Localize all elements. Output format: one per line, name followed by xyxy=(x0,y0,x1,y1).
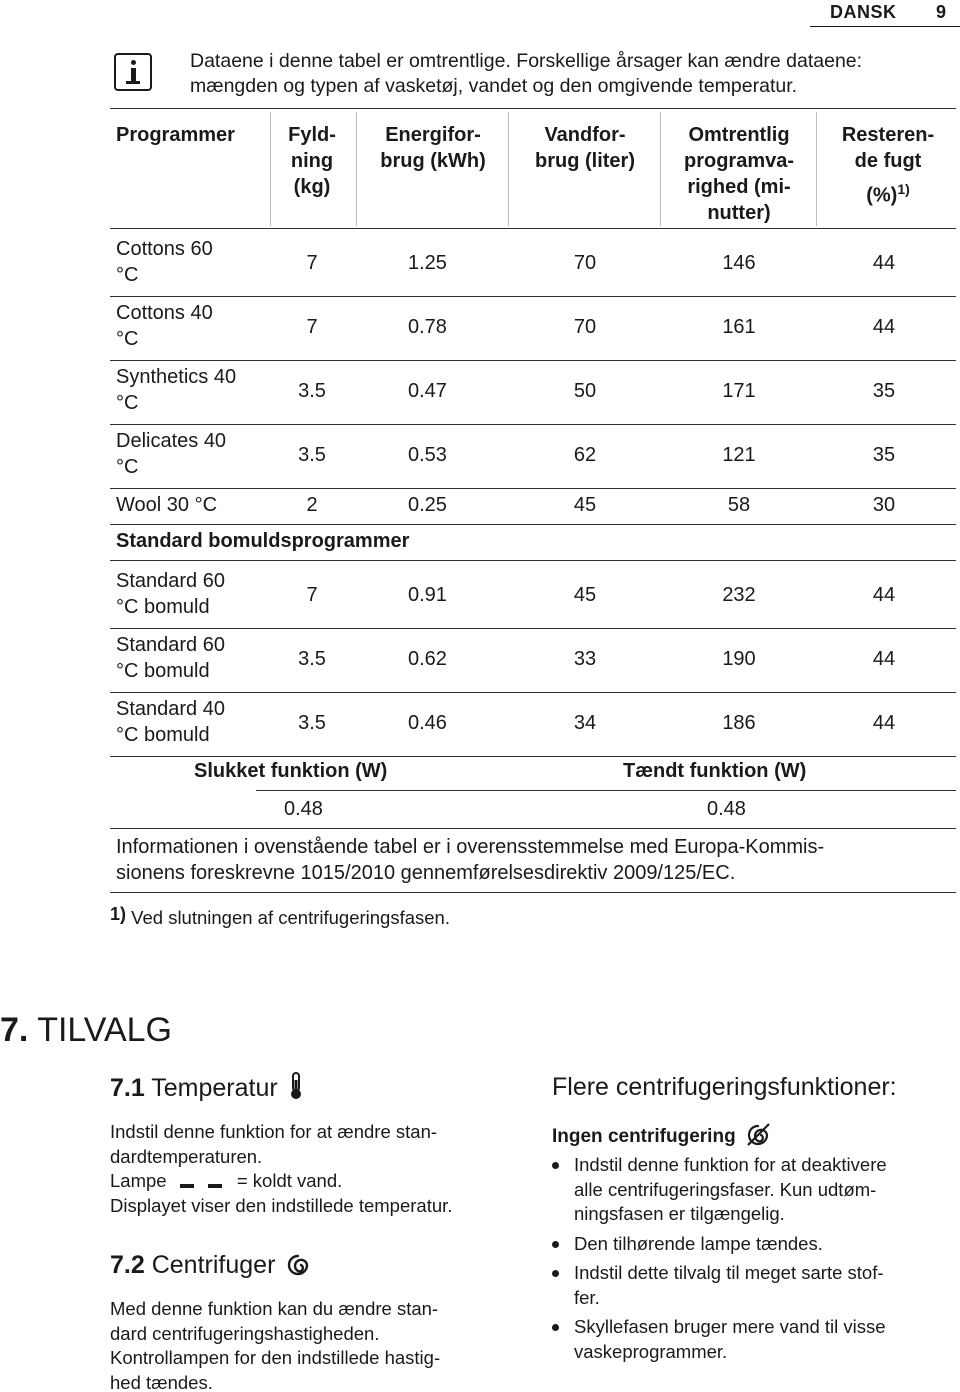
info-text-line: Dataene i denne tabel er omtrentlige. Forskellige årsager kan ændre dataene: xyxy=(190,50,863,72)
program-name: Synthetics 40 °C xyxy=(116,366,237,414)
list-item-text: Den tilhørende lampe tændes. xyxy=(574,1232,823,1254)
footnote-marker: 1) xyxy=(897,181,910,197)
divider xyxy=(110,560,956,561)
cell-moisture: 44 xyxy=(872,584,896,606)
no-spin-title: Ingen centrifugering xyxy=(552,1126,736,1147)
cell-duration: 58 xyxy=(727,494,751,516)
no-spin-icon xyxy=(745,1122,771,1148)
cell-duration: 190 xyxy=(722,648,756,670)
list-item xyxy=(552,1261,952,1310)
row-divider xyxy=(110,524,956,525)
cell-moisture: 30 xyxy=(872,494,896,516)
row-divider xyxy=(110,488,956,489)
cell-duration: 232 xyxy=(722,584,756,606)
power-off-label: Slukket funktion (W) xyxy=(194,760,388,782)
lamp-indicator-icon xyxy=(172,1176,232,1190)
row-divider xyxy=(110,360,956,361)
cell-load: 7 xyxy=(306,584,318,606)
header-load: Fyld- ning (kg) xyxy=(288,124,336,198)
cell-duration: 121 xyxy=(722,444,756,466)
row-divider xyxy=(110,756,956,757)
info-icon xyxy=(114,53,152,91)
power-off-value: 0.48 xyxy=(284,798,323,820)
cell-energy: 0.78 xyxy=(408,316,447,338)
cell-duration: 161 xyxy=(722,316,756,338)
subsection-title: Centrifuger xyxy=(151,1251,276,1279)
cell-load: 3.5 xyxy=(298,648,326,670)
program-name: Standard 60 °C bomuld xyxy=(116,570,225,618)
thermometer-icon xyxy=(289,1072,303,1100)
column-divider xyxy=(270,112,271,226)
footnote-text: Ved slutningen af centrifugeringsfasen. xyxy=(131,907,450,928)
footnote-marker: 1) xyxy=(110,904,127,924)
cell-energy: 1.25 xyxy=(408,252,447,274)
program-name: Standard 40 °C bomuld xyxy=(116,698,225,746)
list-item xyxy=(552,1315,952,1364)
temperature-text xyxy=(110,1120,530,1218)
temperature-heading xyxy=(110,1072,303,1103)
header-moisture-label: Resteren- de fugt xyxy=(841,124,935,172)
program-name: Cottons 40 °C xyxy=(116,302,213,350)
row-divider xyxy=(110,424,956,425)
compliance-note xyxy=(116,834,956,886)
row-divider xyxy=(110,628,956,629)
info-text xyxy=(190,49,950,99)
cell-energy: 0.91 xyxy=(408,584,447,606)
program-name: Wool 30 °C xyxy=(116,494,218,516)
cell-load: 3.5 xyxy=(298,444,326,466)
header-energy: Energifor- brug (kWh) xyxy=(380,124,486,172)
temperature-text-line: Indstil denne funktion for at ændre stan- xyxy=(110,1121,438,1142)
subsection-number: 7.1 xyxy=(110,1074,145,1102)
spin-text: Med denne funktion kan du ændre stan- dard centrifugeringshastigheden. Kontrollampen for den indstillede hastig- hed tændes. xyxy=(110,1298,441,1392)
divider xyxy=(256,790,956,791)
temperature-display-text: Displayet viser den indstillede temperatur. xyxy=(110,1194,453,1216)
header-programmer: Programmer xyxy=(116,124,235,146)
cell-load: 7 xyxy=(306,252,318,274)
power-on-value: 0.48 xyxy=(707,798,746,820)
cell-energy: 0.25 xyxy=(408,494,447,516)
row-divider xyxy=(110,692,956,693)
cell-moisture: 44 xyxy=(872,648,896,670)
section-number: 7. xyxy=(0,1011,29,1049)
cell-energy: 0.53 xyxy=(408,444,447,466)
page-header xyxy=(0,0,960,24)
cell-water: 34 xyxy=(573,712,597,734)
section-title xyxy=(0,1012,172,1048)
cell-load: 2 xyxy=(306,494,318,516)
cell-water: 45 xyxy=(573,494,597,516)
lamp-prefix: Lampe xyxy=(110,1170,167,1191)
list-item xyxy=(552,1232,952,1257)
list-item-text: Skyllefasen bruger mere vand til visse vaskeprogrammer. xyxy=(574,1316,886,1362)
divider xyxy=(110,828,956,829)
cell-duration: 186 xyxy=(722,712,756,734)
header-divider xyxy=(810,26,960,27)
column-divider xyxy=(660,112,661,226)
cell-water: 33 xyxy=(573,648,597,670)
cell-moisture: 35 xyxy=(872,380,896,402)
list-item-text: Indstil denne funktion for at deaktivere alle centrifugeringsfaser. Kun udtøm- ningsfasen er tilgængelig. xyxy=(574,1154,887,1224)
header-duration: Omtrentlig programva- righed (mi- nutter) xyxy=(683,124,795,224)
program-name: Delicates 40 °C xyxy=(116,430,227,478)
divider xyxy=(110,892,956,893)
cell-duration: 146 xyxy=(722,252,756,274)
cell-moisture: 44 xyxy=(872,316,896,338)
page-number: 9 xyxy=(936,2,947,22)
no-spin-bullets xyxy=(552,1153,952,1369)
no-spin-heading xyxy=(552,1122,771,1150)
cell-water: 70 xyxy=(573,316,597,338)
info-text-line: mængden og typen af vasketøj, vandet og den omgivende temperatur. xyxy=(190,75,798,97)
program-name: Cottons 60 °C xyxy=(116,238,213,286)
header-language: DANSK xyxy=(830,2,897,22)
cell-water: 45 xyxy=(573,584,597,606)
temperature-text-line: dardtemperaturen. xyxy=(110,1145,263,1167)
header-moisture xyxy=(818,122,958,209)
lamp-line xyxy=(110,1169,530,1194)
spin-heading xyxy=(110,1250,310,1280)
power-on-label: Tændt funktion (W) xyxy=(623,760,807,782)
footnote xyxy=(110,902,450,931)
cell-moisture: 44 xyxy=(872,252,896,274)
cell-load: 3.5 xyxy=(298,712,326,734)
cell-moisture: 44 xyxy=(872,712,896,734)
cell-load: 7 xyxy=(306,316,318,338)
column-divider xyxy=(508,112,509,226)
compliance-line: Informationen i ovenstående tabel er i overensstemmelse med Europa-Kommis- xyxy=(116,836,825,858)
list-item-text: Indstil dette tilvalg til meget sarte stof- fer. xyxy=(574,1262,884,1308)
info-note xyxy=(110,45,956,105)
row-divider xyxy=(110,296,956,297)
cell-water: 50 xyxy=(573,380,597,402)
subsection-number: 7.2 xyxy=(110,1251,145,1279)
list-item xyxy=(552,1153,952,1227)
standard-programs-heading: Standard bomuldsprogrammer xyxy=(116,530,410,552)
section-title-text: TILVALG xyxy=(37,1011,172,1049)
cell-energy: 0.46 xyxy=(408,712,447,734)
header-moisture-unit: (%) xyxy=(866,184,898,207)
column-divider xyxy=(356,112,357,226)
cell-load: 3.5 xyxy=(298,380,326,402)
divider xyxy=(110,228,956,229)
compliance-line: sionens foreskrevne 1015/2010 gennemførelsesdirektiv 2009/125/EC. xyxy=(116,862,736,884)
cell-energy: 0.47 xyxy=(408,380,447,402)
cell-water: 70 xyxy=(573,252,597,274)
column-divider xyxy=(816,112,817,226)
header-water: Vandfor- brug (liter) xyxy=(535,124,635,172)
spin-icon xyxy=(286,1253,310,1277)
subsection-title: Temperatur xyxy=(151,1074,278,1102)
more-spin-heading: Flere centrifugeringsfunktioner: xyxy=(552,1073,897,1101)
cell-water: 62 xyxy=(573,444,597,466)
program-name: Standard 60 °C bomuld xyxy=(116,634,225,682)
cell-duration: 171 xyxy=(722,380,756,402)
cell-energy: 0.62 xyxy=(408,648,447,670)
divider xyxy=(110,108,956,109)
cell-moisture: 35 xyxy=(872,444,896,466)
lamp-suffix: = koldt vand. xyxy=(236,1170,343,1191)
